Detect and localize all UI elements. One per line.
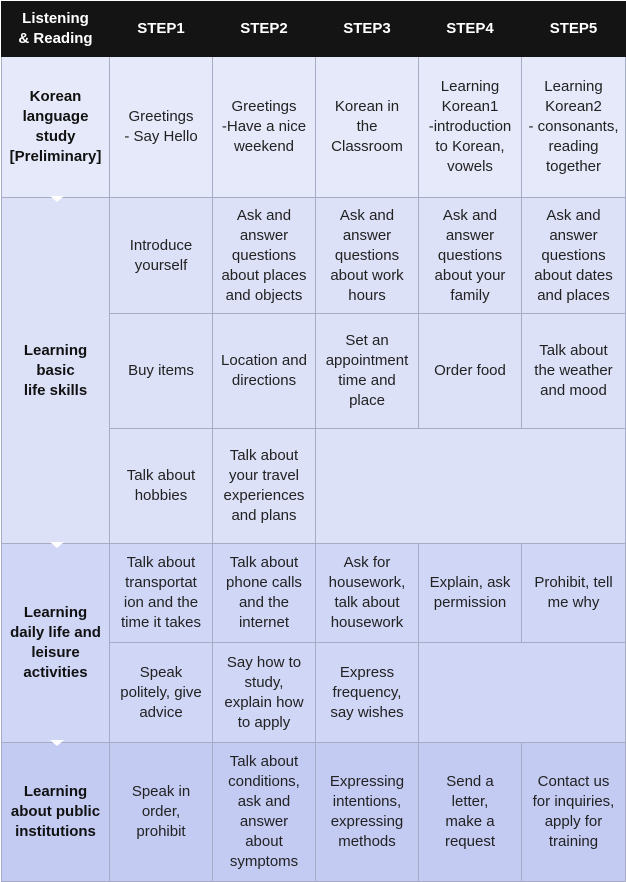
lesson-cell: Ask for housework, talk about housework [316,544,419,643]
lesson-cell: Introduce yourself [110,198,213,314]
lesson-cell: Talk about conditions, ask and answer about symptoms [213,743,316,882]
lesson-cell: Send a letter, make a request [419,743,522,882]
step-header: STEP3 [316,2,419,57]
section-title: Learning about public institutions [2,743,110,882]
table-row [2,198,626,314]
lesson-cell: Order food [419,314,522,429]
lesson-cell: Ask and answer questions about dates and places [522,198,626,314]
lesson-cell: Contact us for inquiries, apply for training [522,743,626,882]
section-title: Learning daily life and leisure activities [2,544,110,743]
lesson-cell: Talk about the weather and mood [522,314,626,429]
lesson-cell: Speak politely, give advice [110,643,213,743]
lesson-cell: Ask and answer questions about your family [419,198,522,314]
corner-header: Listening & Reading [2,2,110,57]
section-divider-notch [50,740,64,746]
lesson-cell: Talk about hobbies [110,429,213,544]
table-row [2,743,626,882]
lesson-cell: Say how to study, explain how to apply [213,643,316,743]
lesson-cell: Talk about transportat ion and the time it takes [110,544,213,643]
step-header: STEP2 [213,2,316,57]
lesson-cell: Ask and answer questions about places and objects [213,198,316,314]
lesson-cell: Buy items [110,314,213,429]
lesson-cell: Location and directions [213,314,316,429]
step-header: STEP4 [419,2,522,57]
table-row [2,544,626,643]
section-divider-notch [50,196,64,202]
lesson-cell: Greetings - Say Hello [110,57,213,198]
curriculum-table [1,1,626,882]
lesson-cell: Talk about your travel experiences and plans [213,429,316,544]
lesson-cell: Learning Korean1 -introduction to Korean, vowels [419,57,522,198]
section-title: Learning basic life skills [2,198,110,544]
lesson-cell: Express frequency, say wishes [316,643,419,743]
empty-cell [316,429,626,544]
header-row [2,2,626,57]
empty-cell [419,643,626,743]
section-title: Korean language study [Preliminary] [2,57,110,198]
lesson-cell: Ask and answer questions about work hours [316,198,419,314]
lesson-cell: Learning Korean2 - consonants, reading together [522,57,626,198]
lesson-cell: Speak in order, prohibit [110,743,213,882]
step-header: STEP1 [110,2,213,57]
lesson-cell: Greetings -Have a nice weekend [213,57,316,198]
lesson-cell: Set an appointment time and place [316,314,419,429]
section-divider-notch [50,542,64,548]
step-header: STEP5 [522,2,626,57]
lesson-cell: Explain, ask permission [419,544,522,643]
lesson-cell: Prohibit, tell me why [522,544,626,643]
lesson-cell: Korean in the Classroom [316,57,419,198]
lesson-cell: Talk about phone calls and the internet [213,544,316,643]
lesson-cell: Expressing intentions, expressing methods [316,743,419,882]
table-row [2,57,626,198]
